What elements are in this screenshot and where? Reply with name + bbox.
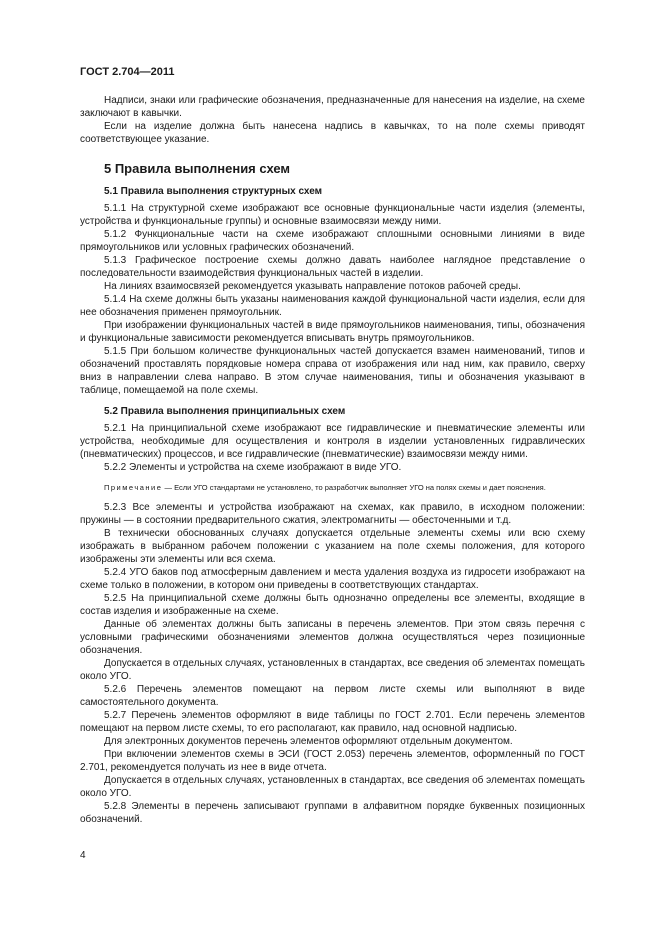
subsection-heading: 5.2 Правила выполнения принципиальных схем (104, 406, 346, 417)
paragraph: Для электронных документов перечень элементов оформляют отдельным документом. (104, 736, 513, 747)
paragraph: 5.2.1 На принципиальной схеме изображают все гидравлические и пневматические элементы или устройства, необходимые для осуществления и контроля в изделии установленных гидравлических (пневматических) процессов, и все гидравлические (пневматические) взаимосвязи между ними. (80, 423, 585, 460)
page-number: 4 (80, 850, 86, 861)
paragraph: При изображении функциональных частей в виде прямоугольников наименования, типы, обозначения и функциональные зависимости рекомендуется вписывать внутрь прямоугольников. (80, 320, 585, 344)
paragraph: 5.2.6 Перечень элементов помещают на первом листе схемы или выполняют в виде самостоятельного документа. (80, 684, 585, 708)
note (80, 482, 585, 493)
document-body (80, 94, 585, 826)
paragraph: 5.2.2 Элементы и устройства на схеме изображают в виде УГО. (104, 462, 402, 473)
paragraph: 5.1.2 Функциональные части на схеме изображают сплошными основными линиями в виде прямоугольников или условных графических обозначений. (80, 229, 585, 253)
paragraph: 5.2.8 Элементы в перечень записывают группами в алфавитном порядке буквенных позиционных обозначений. (80, 801, 585, 825)
paragraph: Если на изделие должна быть нанесена надпись в кавычках, то на поле схемы приводят соответствующее указание. (80, 121, 585, 145)
paragraph: Надписи, знаки или графические обозначения, предназначенные для нанесения на изделие, на схеме заключают в кавычки. (80, 95, 585, 119)
paragraph: 5.1.1 На структурной схеме изображают все основные функциональные части изделия (элементы, устройства и функциональные группы) и основные взаимосвязи между ними. (80, 203, 585, 227)
paragraph: 5.1.3 Графическое построение схемы должно давать наиболее наглядное представление о последовательности взаимодействия функциональных частей в изделии. (80, 255, 585, 279)
paragraph: При включении элементов схемы в ЭСИ (ГОСТ 2.053) перечень элементов, оформленный по ГОСТ 2.701, рекомендуется получать из нее в виде отчета. (80, 749, 585, 773)
standard-header: ГОСТ 2.704—2011 (80, 66, 175, 78)
subsection-heading: 5.1 Правила выполнения структурных схем (104, 186, 323, 197)
note-text: — Если УГО стандартами не установлено, то разработчик выполняет УГО на полях схемы и дает пояснения. (162, 483, 546, 492)
paragraph: Данные об элементах должны быть записаны в перечень элементов. При этом связь перечня с условными графическими обозначениями элементов должна осуществляться через позиционные обозначения. (80, 619, 585, 656)
paragraph: Допускается в отдельных случаях, установленных в стандартах, все сведения об элементах помещать около УГО. (80, 775, 585, 799)
paragraph: 5.1.5 При большом количестве функциональных частей допускается взамен наименований, типов и обозначений проставлять порядковые номера справа от изображения или над ним, как правило, сверху вниз в направлении слева направо. В этом случае наименования, типы и обозначения указывают в таблице, помещаемой на поле схемы. (80, 346, 585, 396)
paragraph: Допускается в отдельных случаях, установленных в стандартах, все сведения об элементах помещать около УГО. (80, 658, 585, 682)
paragraph: 5.2.5 На принципиальной схеме должны быть однозначно определены все элементы, входящие в состав изделия и изображенные на схеме. (80, 593, 585, 617)
paragraph: 5.2.7 Перечень элементов оформляют в виде таблицы по ГОСТ 2.701. Если перечень элементов помещают на первом листе схемы, то его располагают, как правило, над основной надписью. (80, 710, 585, 734)
paragraph: 5.2.3 Все элементы и устройства изображают на схемах, как правило, в исходном положении: пружины — в состоянии предварительного сжатия, электромагниты — обесточенными и т.д. (80, 502, 585, 526)
paragraph: На линиях взаимосвязей рекомендуется указывать направление потоков рабочей среды. (104, 281, 521, 292)
paragraph: 5.1.4 На схеме должны быть указаны наименования каждой функциональной части изделия, если для нее обозначения применен прямоугольник. (80, 294, 585, 318)
paragraph: 5.2.4 УГО баков под атмосферным давлением и места удаления воздуха из гидросети изображают на схеме только в положении, в котором они приведены в соответствующих стандартах. (80, 567, 585, 591)
note-label: Примечание (104, 483, 163, 492)
section-heading: 5 Правила выполнения схем (104, 161, 291, 176)
paragraph: В технически обоснованных случаях допускается отдельные элементы схемы или всю схему изображать в выбранном рабочем положении с указанием на поле схемы положения, для которого изображены эти элементы или вся схема. (80, 528, 585, 565)
